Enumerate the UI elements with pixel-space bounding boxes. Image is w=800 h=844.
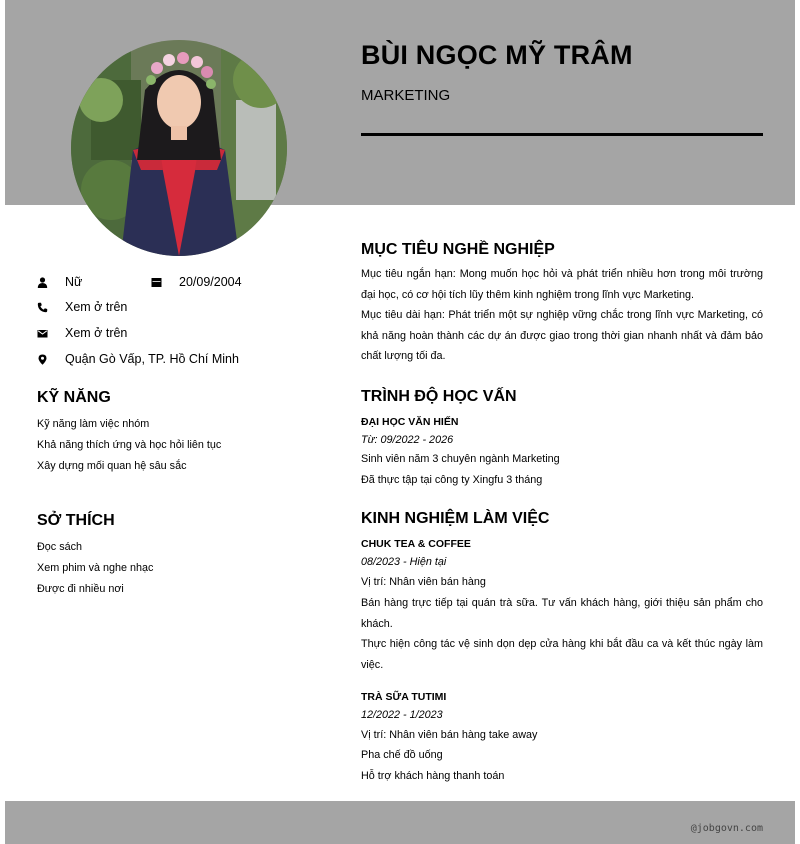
list-item: Xem phim và nghe nhạc [37, 562, 154, 574]
job-period: 08/2023 - Hiện tại [361, 556, 447, 568]
hobbies-title: SỞ THÍCH [37, 512, 115, 529]
header-divider [361, 133, 763, 136]
objective-long-term: Mục tiêu dài hạn: Phát triển một sự nghiệp vững chắc trong lĩnh vực Marketing, có khả năng hoàn thành các dự án được giao trong thời gian nhanh nhất và đảm bảo chất lượng tối đa. [361, 309, 763, 362]
job-line: Pha chế đồ uống [361, 749, 443, 761]
job-line: Hỗ trợ khách hàng thanh toán [361, 770, 505, 782]
job-line: Vị trí: Nhân viên bán hàng take away [361, 729, 538, 741]
education-line: Sinh viên năm 3 chuyên ngành Marketing [361, 453, 560, 465]
birthday-value: 20/09/2004 [179, 275, 242, 289]
education-period: Từ: 09/2022 - 2026 [361, 434, 454, 446]
location-pin-icon [37, 354, 48, 365]
job-company: CHUK TEA & COFFEE [361, 538, 471, 550]
mail-icon [37, 328, 48, 339]
info-birthday [151, 275, 242, 289]
education-school: ĐẠI HỌC VĂN HIẾN [361, 416, 459, 428]
job-period: 12/2022 - 1/2023 [361, 709, 443, 721]
address-value: Quận Gò Vấp, TP. Hồ Chí Minh [65, 352, 239, 366]
email-value: Xem ở trên [65, 326, 128, 340]
skills-title: KỸ NĂNG [37, 389, 111, 406]
person-icon [37, 277, 48, 288]
footer-watermark: @jobgovn.com [690, 823, 763, 834]
candidate-name: BÙI NGỌC MỸ TRÂM [361, 40, 633, 70]
candidate-role: MARKETING [361, 87, 451, 104]
footer-band [5, 801, 795, 844]
job-company: TRÀ SỮA TUTIMI [361, 691, 447, 703]
calendar-icon [151, 277, 162, 288]
list-item: Xây dựng mối quan hệ sâu sắc [37, 460, 187, 472]
list-item: Kỹ năng làm việc nhóm [37, 418, 150, 430]
info-gender [37, 275, 82, 289]
list-item: Khả năng thích ứng và học hỏi liên tục [37, 439, 222, 451]
job-line: Bán hàng trực tiếp tại quán trà sữa. Tư vấn khách hàng, giới thiệu sản phẩm cho khách. [361, 597, 763, 630]
objective-short-term: Mục tiêu ngắn hạn: Mong muốn học hỏi và phát triển nhiều hơn trong môi trường đại học, có cơ hội tích lũy thêm kinh nghiệm trong lĩnh vực Marketing. [361, 268, 763, 301]
info-phone [37, 300, 127, 314]
experience-title: KINH NGHIỆM LÀM VIỆC [361, 510, 550, 527]
phone-value: Xem ở trên [65, 300, 128, 314]
info-email [37, 326, 127, 340]
objective-title: MỤC TIÊU NGHỀ NGHIỆP [361, 241, 555, 258]
cv-page [5, 0, 795, 844]
job-line: Thực hiện công tác vệ sinh dọn dẹp cửa hàng khi bắt đầu ca và kết thúc ngày làm việc. [361, 638, 763, 671]
job-line: Vị trí: Nhân viên bán hàng [361, 576, 486, 588]
list-item: Đọc sách [37, 541, 83, 553]
education-title: TRÌNH ĐỘ HỌC VẤN [361, 388, 517, 405]
phone-icon [37, 302, 48, 313]
gender-value: Nữ [65, 275, 83, 289]
avatar [71, 40, 287, 256]
list-item: Được đi nhiều nơi [37, 583, 124, 595]
info-address [37, 352, 239, 366]
education-line: Đã thực tập tại công ty Xingfu 3 tháng [361, 474, 543, 486]
